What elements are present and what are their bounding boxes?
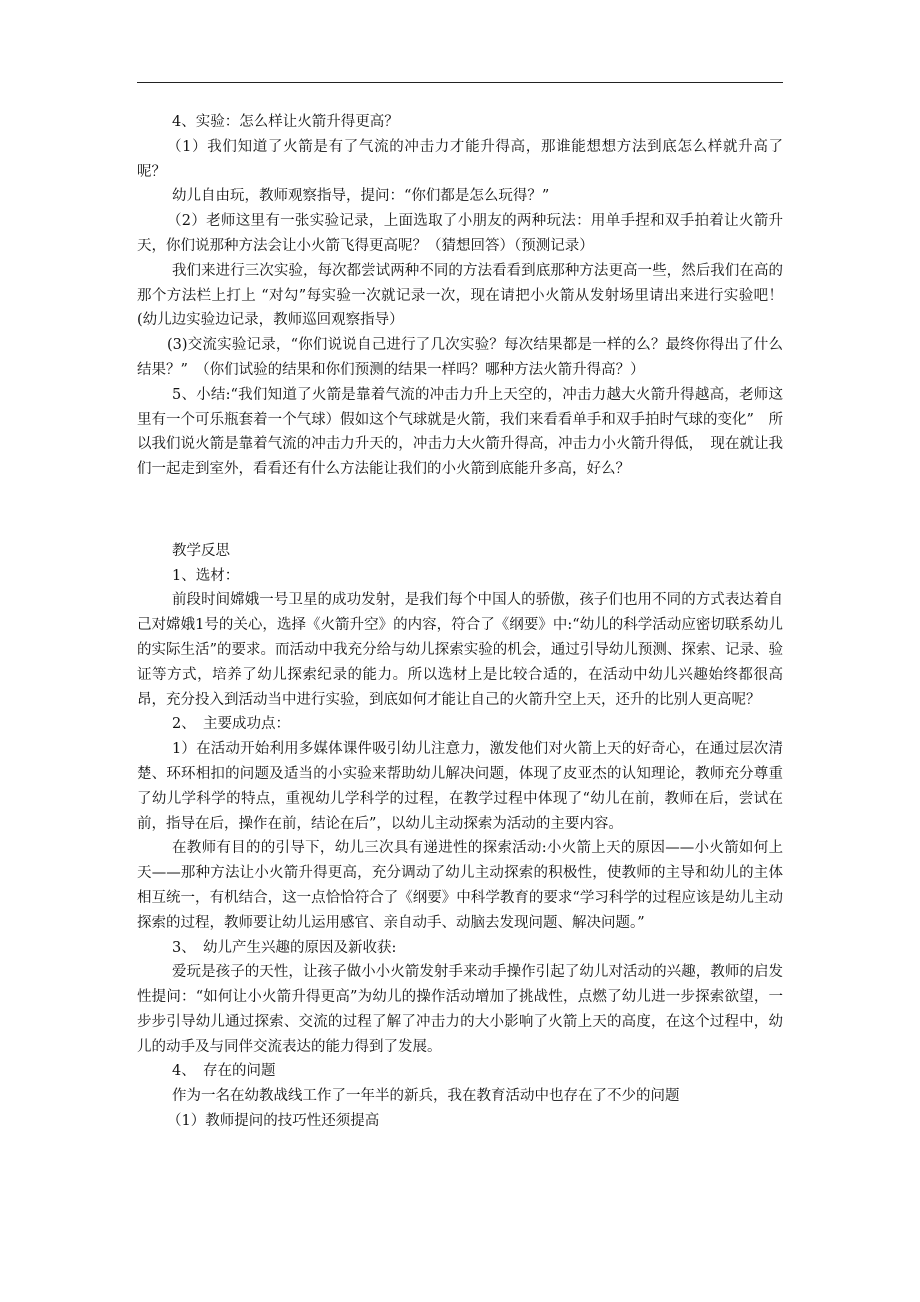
paragraph: 爱玩是孩子的天性，让孩子做小小火箭发射手来动手操作引起了幼儿对活动的兴趣，教师的启发性提问：“如何让小火箭升得更高”为幼儿的操作活动增加了挑战性，点燃了幼儿进一步探索欲望，一步步引导幼儿通过探索、交流的过程了解了冲击力的大小影响了火箭上天的高度，在这个过程中，幼儿的动手及与同伴交流表达的能力得到了发展。 bbox=[137, 964, 783, 1055]
paragraph: 3、 幼儿产生兴趣的原因及新收获: bbox=[172, 939, 397, 956]
paragraph: 我们来进行三次实验，每次都尝试两种不同的方法看看到底那种方法更高一些，然后我们在高的那个方法栏上打上 “对勾”每实验一次就记录一次，现在请把小火箭从发射场里请出来进行实验吧！(幼儿边实验边记录，教师巡回观察指导） bbox=[137, 262, 783, 329]
paragraph: 教学反思 bbox=[172, 542, 230, 559]
paragraph: 1）在活动开始利用多媒体课件吸引幼儿注意力，激发他们对火箭上天的好奇心，在通过层次清楚、环环相扣的问题及适当的小实验来帮助幼儿解决问题，体现了皮亚杰的认知理论，教师充分尊重了幼儿学科学的特点，重视幼儿学科学的过程，在教学过程中体现了“幼儿在前，教师在后，尝试在前，指导在后，操作在前，结论在后”，以幼儿主动探索为活动的主要内容。 bbox=[137, 741, 783, 832]
paragraph: 作为一名在幼教战线工作了一年半的新兵，我在教育活动中也存在了不少的问题 bbox=[172, 1088, 680, 1105]
paragraph: （1）教师提问的技巧性还须提高 bbox=[167, 1113, 380, 1130]
paragraph: （2）老师这里有一张实验记录，上面选取了小朋友的两种玩法：用单手捏和双手拍着让火箭升天，你们说那种方法会让小火箭飞得更高呢？（猜想回答）（预测记录） bbox=[137, 213, 783, 254]
paragraph: （1）我们知道了火箭是有了气流的冲击力才能升得高，那谁能想想方法到底怎么样就升高了呢？ bbox=[137, 138, 783, 180]
paragraph: 4、实验：怎么样让火箭升得更高？ bbox=[172, 114, 399, 130]
paragraph: (3)交流实验记录，“你们说说自己进行了几次实验？每次结果都是一样的么？最终你得出了什么结果？” （你们试验的结果和你们预测的结果一样吗？哪种方法火箭升得高？） bbox=[137, 337, 783, 378]
paragraph: 前段时间嫦娥一号卫星的成功发射，是我们每个中国人的骄傲，孩子们也用不同的方式表达着自己对嫦娥1号的关心，选择《火箭升空》的内容，符合了《纲要》中:“幼儿的科学活动应密切联系幼儿的实际生活”的要求。而活动中我充分给与幼儿探索实验的机会，通过引导幼儿预测、探索、记录、验证等方式，培养了幼儿探索纪录的能力。所以选材上是比较合适的，在活动中幼儿兴趣始终都很高昂，充分投入到活动当中进行实验，到底如何才能让自己的火箭升空上天，还升的比别人更高呢？ bbox=[137, 592, 783, 708]
paragraph: 幼儿自由玩，教师观察指导，提问：“你们都是怎么玩得？” bbox=[172, 188, 550, 205]
paragraph-gap bbox=[137, 498, 783, 523]
header-rule bbox=[137, 82, 783, 83]
paragraph: 1、选材： bbox=[172, 567, 240, 584]
paragraph: 4、 存在的问题 bbox=[172, 1063, 276, 1080]
paragraph: 2、 主要成功点： bbox=[172, 716, 290, 733]
paragraph: 在教师有目的的引导下，幼儿三次具有递进性的探索活动:小火箭上天的原因——小火箭如何上天——那种方法让小火箭升得更高，充分调动了幼儿主动探索的积极性，使教师的主导和幼儿的主体相互统一，有机结合，这一点恰恰符合了《纲要》中科学教育的要求“学习科学的过程应该是幼儿主动探索的过程，教师要让幼儿运用感官、亲自动手、动脑去发现问题、解决问题。” bbox=[137, 840, 783, 931]
document-body bbox=[137, 110, 783, 1134]
paragraph: 5、小结:“我们知道了火箭是靠着气流的冲击力升上天空的，冲击力越大火箭升得越高，老师这里有一个可乐瓶套着一个气球）假如这个气球就是火箭，我们来看看单手和双手拍时气球的变化” 所以我们说火箭是靠着气流的冲击力升天的，冲击力大火箭升得高，冲击力小火箭升得低， 现在就让我们一起走到室外，看看还有什么方法能让我们的小火箭到底能升多高，好么？ bbox=[137, 386, 783, 478]
